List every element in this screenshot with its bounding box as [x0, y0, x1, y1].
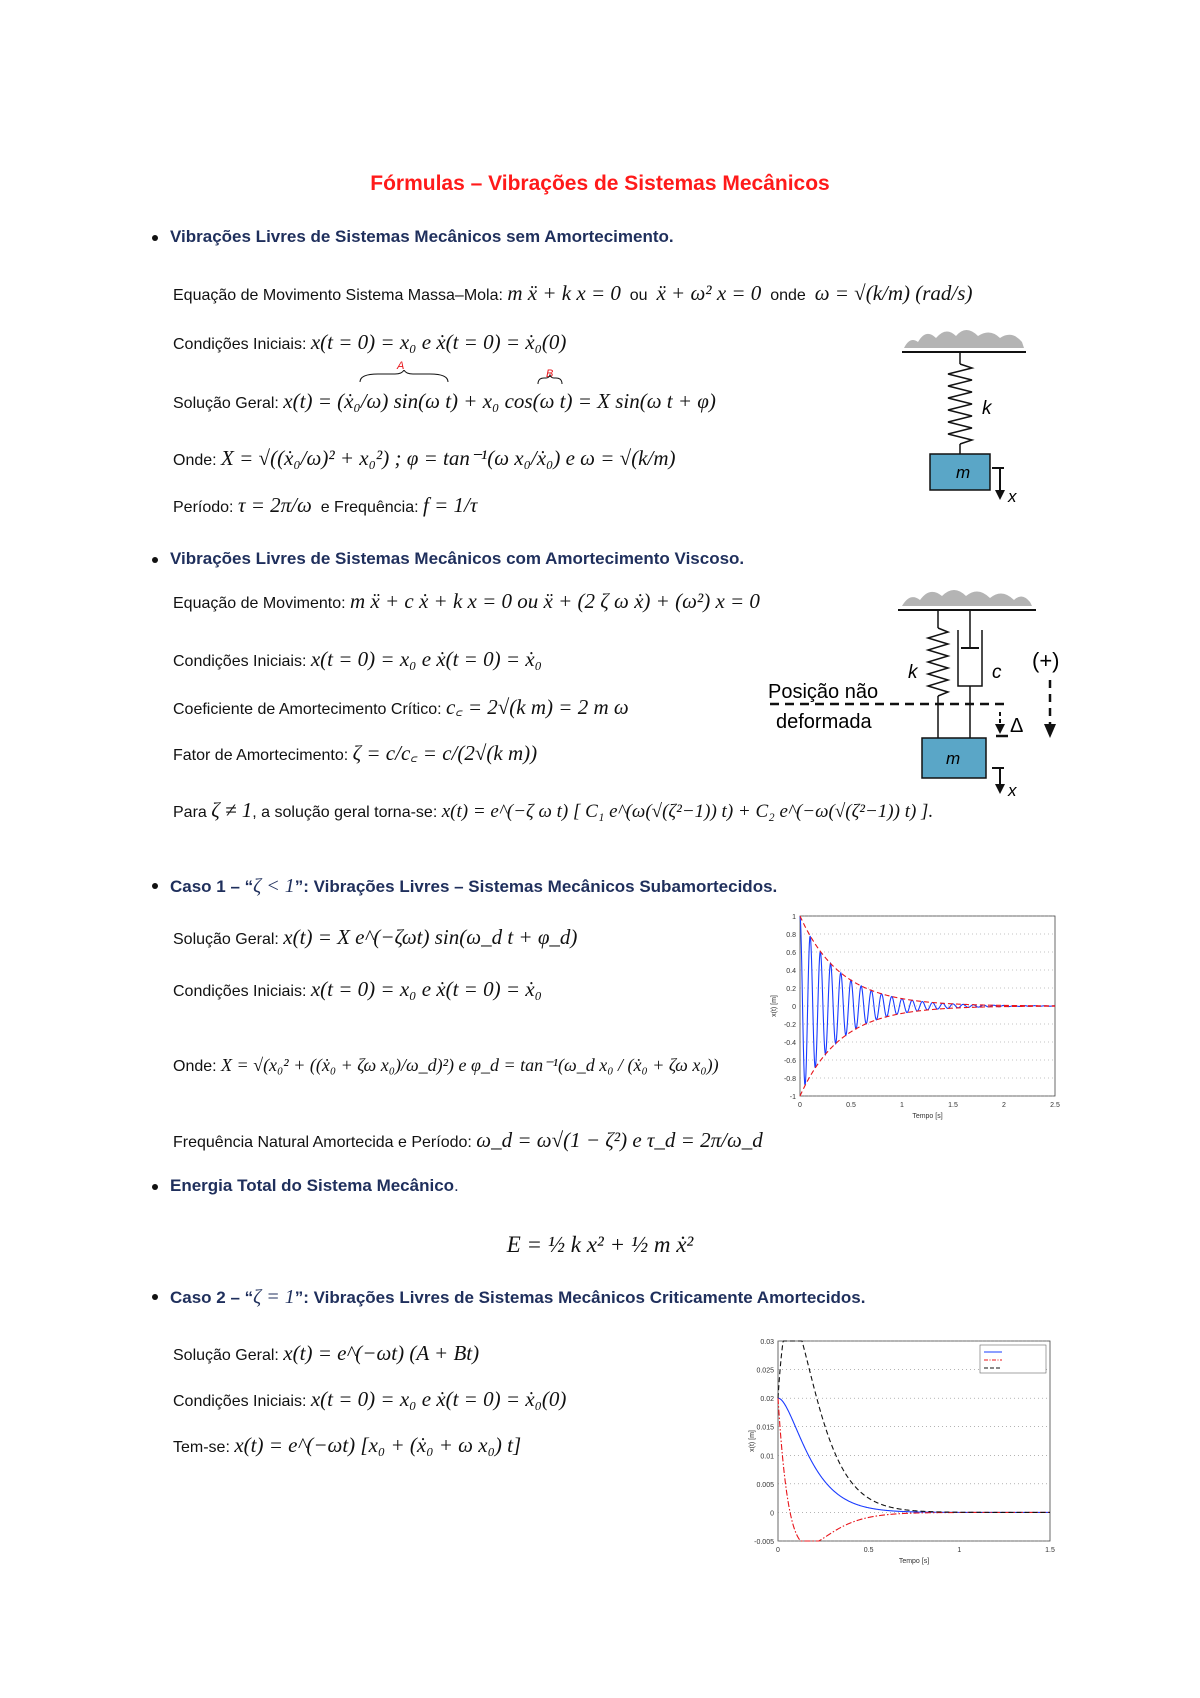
delta-label: Δ	[1010, 715, 1024, 737]
connector-text: onde	[770, 287, 806, 304]
x-tick-label: 1.5	[948, 1102, 958, 1109]
spring-label: k	[982, 398, 992, 419]
equation: ẍ + ω² x = 0	[656, 281, 762, 305]
equation-row	[173, 977, 542, 1002]
section-heading-text: Vibrações Livres de Sistemas Mecânicos sem Amortecimento.	[170, 227, 674, 246]
ceiling-shape	[904, 330, 1024, 348]
displacement-label: x	[1008, 487, 1017, 506]
equation: x(t = 0) = x₀ e ẋ(t = 0) = ẋ₀(0)	[310, 1387, 567, 1411]
equation: x(t) = (ẋ₀/ω) sin(ω t) + x₀ cos(ω t) = X sin(ω t + φ)	[283, 389, 716, 413]
y-tick-label: -1	[789, 1094, 796, 1101]
equation-label: Condições Iniciais:	[173, 983, 307, 1000]
y-tick-label: -0.2	[783, 1022, 796, 1029]
equation-row	[173, 1433, 521, 1458]
x-axis-label: Tempo [s]	[912, 1113, 943, 1120]
x-tick-label: 1.5	[1045, 1547, 1055, 1554]
reference-label: deformada	[776, 711, 872, 733]
equation-label: Período:	[173, 499, 234, 516]
x-tick-label: 2	[1002, 1102, 1006, 1109]
brace-label-b: B	[546, 368, 554, 380]
equation-row	[173, 1128, 763, 1153]
equation: X = √((ẋ₀/ω)² + x₀²) ; φ = tan⁻¹(ω x₀/ẋ₀) e ω = √(k/m)	[221, 446, 676, 470]
x-tick-label: 1	[900, 1102, 904, 1109]
equation-label: Equação de Movimento Sistema Massa–Mola:	[173, 287, 503, 304]
mass-label: m	[956, 463, 971, 482]
section-heading-text: Energia Total do Sistema Mecânico	[170, 1176, 455, 1195]
bullet-icon	[152, 235, 158, 241]
positive-direction-label: (+)	[1032, 648, 1060, 673]
section-heading-math: ζ < 1	[253, 875, 295, 897]
equation: m ẍ + k x = 0	[507, 281, 621, 305]
bullet-icon	[152, 1294, 158, 1300]
equation-label: Solução Geral:	[173, 931, 279, 948]
section-heading-text: Caso 2 – “	[170, 1288, 254, 1307]
y-tick-label: 0	[792, 1004, 796, 1011]
equation: τ = 2π/ω	[237, 493, 312, 517]
equation: x(t = 0) = x₀ e ẋ(t = 0) = ẋ₀	[310, 977, 542, 1001]
equation: f = 1/τ	[423, 493, 478, 517]
equation-label: Para	[173, 804, 207, 821]
section-heading-math: ζ = 1	[253, 1286, 295, 1308]
equation-label: Solução Geral:	[173, 395, 279, 412]
y-tick-label: 0.03	[760, 1339, 774, 1346]
y-tick-label: -0.8	[783, 1076, 796, 1083]
equation: m ẍ + c ẋ + k x = 0 ou ẍ + (2 ζ ω ẋ) + (ω²) x = 0	[350, 589, 760, 613]
equation-label: Onde:	[173, 1058, 217, 1075]
y-tick-label: 0.015	[756, 1424, 774, 1432]
y-axis-label: x(t) [m]	[749, 1430, 756, 1452]
equation-row	[173, 1387, 566, 1412]
equation-label: Onde:	[173, 452, 217, 469]
equation: x(t = 0) = x₀ e ẋ(t = 0) = ẋ₀(0)	[310, 330, 567, 354]
equation: E = ½ k x² + ½ m ẋ²	[506, 1232, 694, 1257]
critically-damped-response-chart	[740, 1325, 1090, 1570]
equation-row	[173, 925, 577, 950]
spring-label: k	[908, 662, 918, 683]
y-tick-label: -0.005	[754, 1539, 774, 1546]
equation: x(t) = e^(−ωt) (A + Bt)	[283, 1341, 480, 1365]
equation-label: Coeficiente de Amortecimento Crítico:	[173, 701, 442, 718]
series-line	[778, 1398, 1050, 1541]
section-heading-underdamped	[170, 875, 777, 898]
equation: ω_d = ω√(1 − ζ²) e τ_d = 2π/ω_d	[476, 1128, 763, 1152]
equation-label: , a solução geral torna-se:	[252, 804, 438, 821]
y-tick-label: 0.025	[756, 1367, 774, 1375]
y-tick-label: 0.2	[786, 986, 796, 993]
equation-row	[173, 693, 629, 721]
x-tick-label: 0	[798, 1102, 802, 1109]
arrow-down-icon	[1044, 724, 1056, 738]
spring-icon	[948, 364, 972, 444]
x-tick-label: 1	[957, 1547, 962, 1554]
y-tick-label: -0.6	[783, 1058, 796, 1065]
section-heading-text: Caso 1 – “	[170, 877, 254, 896]
section-heading-critical	[170, 1286, 865, 1309]
y-tick-label: 1	[792, 914, 796, 921]
bullet-icon	[152, 1184, 158, 1190]
equation: c꜀ = 2√(k m) = 2 m ω	[446, 695, 629, 719]
y-tick-label: 0.005	[756, 1481, 774, 1489]
page-title: Fórmulas – Vibrações de Sistemas Mecânicos	[370, 172, 830, 195]
section-heading-text: ”: Vibrações Livres – Sistemas Mecânicos Subamortecidos.	[294, 877, 778, 896]
y-tick-label: 0.4	[786, 968, 796, 975]
equation-label: Tem-se:	[173, 1439, 230, 1456]
equation-label: Fator de Amortecimento:	[173, 747, 349, 764]
equation-label: Equação de Movimento:	[173, 595, 346, 612]
x-axis-label: Tempo [s]	[898, 1558, 930, 1565]
y-tick-label: 0.6	[786, 950, 796, 957]
equation-row	[173, 739, 537, 767]
equation-row	[173, 330, 566, 355]
y-tick-label: 0.01	[760, 1453, 774, 1461]
spring-mass-diagram	[900, 318, 1030, 508]
equation: x(t) = X e^(−ζωt) sin(ω_d t + φ_d)	[283, 925, 578, 949]
equation-row	[173, 1341, 479, 1366]
equation-label: Solução Geral:	[173, 1347, 279, 1364]
section-heading-text: ”: Vibrações Livres de Sistemas Mecânicos Criticamente Amortecidos.	[294, 1288, 866, 1307]
damper-label: c	[992, 662, 1002, 683]
x-tick-label: 2.5	[1050, 1102, 1060, 1109]
equation: x(t) = e^(−ωt) [x₀ + (ẋ₀ + ω x₀) t]	[234, 1433, 522, 1457]
energy-equation-row	[0, 1232, 1200, 1258]
connector-text: ou	[629, 287, 648, 304]
x-tick-label: 0.5	[863, 1547, 874, 1554]
y-tick-label: 0	[770, 1510, 774, 1518]
equation-label: Condições Iniciais:	[173, 653, 307, 670]
legend-box	[980, 1345, 1046, 1373]
equation: ζ = c/c꜀ = c/(2√(k m))	[352, 741, 538, 765]
x-tick-label: 0.5	[846, 1102, 856, 1109]
equation: X = √(x₀² + ((ẋ₀ + ζω x₀)/ω_d)²) e φ_d = tan⁻¹(ω_d x₀ / (ẋ₀ + ζω x₀))	[221, 1055, 719, 1075]
bullet-icon	[152, 883, 158, 889]
overbraces	[358, 370, 588, 386]
equation: x(t = 0) = x₀ e ẋ(t = 0) = ẋ₀	[310, 647, 542, 671]
y-tick-label: 0.02	[760, 1396, 774, 1404]
underdamped-response-chart	[760, 900, 1090, 1130]
equation-row	[173, 589, 760, 614]
equation-label: Frequência Natural Amortecida e Período:	[173, 1134, 472, 1151]
equation-row	[173, 446, 676, 471]
mass-label: m	[946, 749, 961, 768]
ceiling-shape	[902, 590, 1032, 606]
reference-label: Posição não	[768, 681, 879, 703]
equation: ζ ≠ 1	[211, 798, 253, 822]
brace-label-a: A	[397, 360, 405, 372]
spring-icon	[928, 628, 948, 696]
equation-label: e Frequência:	[320, 499, 419, 516]
y-tick-label: 0.8	[786, 932, 796, 939]
equation-row	[173, 647, 542, 672]
spring-damper-mass-diagram	[760, 578, 1080, 803]
section-heading-energy: Energia Total do Sistema Mecânico.	[170, 1176, 459, 1196]
x-tick-label: 0	[776, 1547, 780, 1554]
equation: x(t) = e^(−ζ ω t) [ C₁ e^(ω(√(ζ²−1)) t) + C₂ e^(−ω(√(ζ²−1)) t) ].	[441, 801, 934, 822]
section-heading-undamped	[170, 227, 674, 247]
equation-row	[173, 493, 477, 518]
equation-row	[173, 389, 716, 414]
equation-row	[173, 281, 972, 306]
bullet-icon	[152, 557, 158, 563]
y-axis-label: x(t) [m]	[771, 995, 778, 1017]
section-heading-text: Vibrações Livres de Sistemas Mecânicos com Amortecimento Viscoso.	[170, 549, 745, 568]
displacement-label: x	[1008, 781, 1017, 800]
equation-row	[173, 1055, 719, 1076]
series-line	[800, 916, 1055, 1006]
equation: ω = √(k/m) (rad/s)	[814, 281, 973, 305]
series-line	[800, 1006, 1055, 1096]
equation-label: Condições Iniciais:	[173, 336, 307, 353]
section-heading-viscous	[170, 549, 744, 569]
equation-label: Condições Iniciais:	[173, 1393, 307, 1410]
y-tick-label: -0.4	[783, 1040, 796, 1047]
